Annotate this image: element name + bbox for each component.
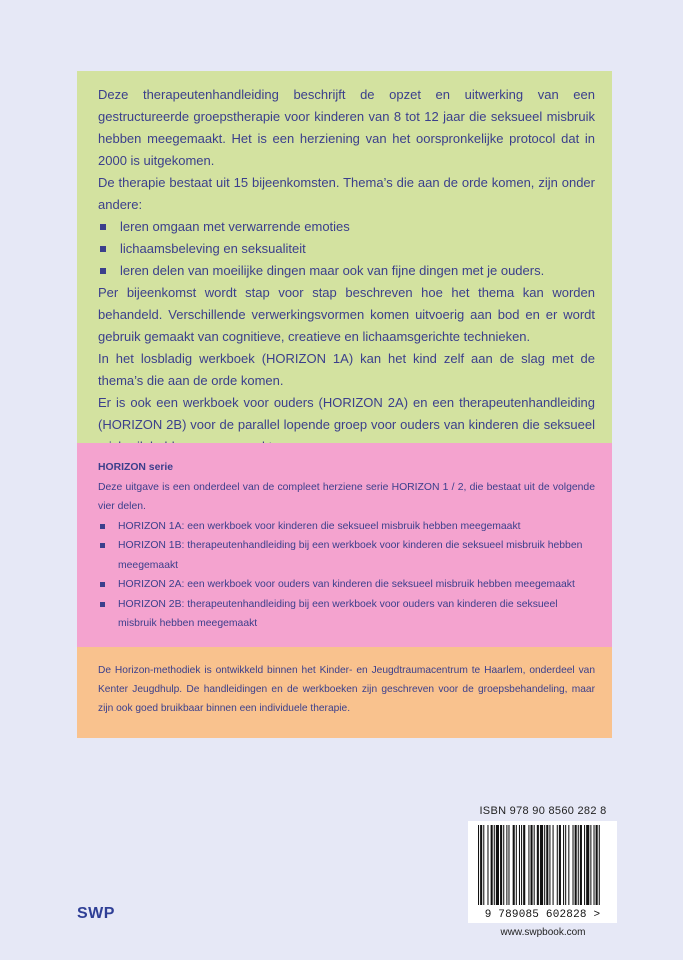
barcode-bar (586, 825, 589, 905)
list-item: HORIZON 1A: een werkboek voor kinderen die seksueel misbruik hebben meegemaakt (98, 517, 595, 537)
barcode-bars (468, 821, 617, 907)
barcode-bar (546, 825, 548, 905)
barcode (468, 821, 617, 923)
intro-paragraph-5: Er is ook een werkboek voor ouders (HORIZON 2A) en een therapeutenhandleiding (HORIZON 2B) voor de parallel lopende groep voor ouders van kinderen die seksueel (98, 395, 595, 432)
barcode-bar (528, 825, 529, 905)
barcode-bar (584, 825, 585, 905)
barcode-bar (580, 825, 582, 905)
publisher-logo: SWP (77, 905, 115, 922)
list-item: leren omgaan met verwarrende emoties (98, 216, 595, 238)
barcode-bar (599, 825, 600, 905)
barcode-bar (534, 825, 535, 905)
barcode-bar (573, 825, 574, 905)
intro-paragraph-2: De therapie bestaat uit 15 bijeenkomsten. Thema’s die aan de orde komen, zijn onder andere: (98, 175, 595, 212)
publisher-url: www.swpbook.com (500, 927, 586, 938)
barcode-bar (480, 825, 482, 905)
barcode-bar (559, 825, 561, 905)
barcode-bar (575, 825, 577, 905)
list-item: HORIZON 1B: therapeutenhandleiding bij een werkboek voor kinderen die seksueel misbruik hebben meegemaakt (98, 536, 595, 575)
barcode-bar (496, 825, 499, 905)
barcode-bar (513, 825, 515, 905)
barcode-bar (523, 825, 525, 905)
barcode-bar (508, 825, 509, 905)
barcode-bar (519, 825, 520, 905)
intro-paragraph-1: Deze therapeutenhandleiding beschrijft de opzet en uitwerking van een gestructureerde groepstherapie voor kinderen van 8 tot 12 jaar die seksueel misbruik hebben meegemaakt. Het is een herziening van het oorspronkelijke protocol dat in 2000 is uitgekomen. (98, 87, 595, 168)
barcode-bar (590, 825, 591, 905)
list-item: HORIZON 2A: een werkboek voor ouders van kinderen die seksueel misbruik hebben meegemaakt (98, 575, 595, 595)
barcode-bar (494, 825, 495, 905)
barcode-bar (516, 825, 517, 905)
intro-paragraph-3: Per bijeenkomst wordt stap voor stap beschreven hoe het thema kan worden behandeld. Verschillende verwerkingsvormen komen uitvoerig aan bod en er wordt gebruik gemaakt van cognitieve, creatieve en lichaamsgerichte technieken. (98, 285, 595, 344)
barcode-bar (563, 825, 564, 905)
themes-list (98, 216, 595, 282)
barcode-bar (537, 825, 539, 905)
list-item: lichaamsbeleving en seksualiteit (98, 238, 595, 260)
isbn-label: ISBN 978 90 8560 282 8 (479, 805, 607, 817)
barcode-bar (594, 825, 595, 905)
barcode-bar (506, 825, 507, 905)
series-title: HORIZON serie (98, 462, 174, 473)
barcode-block (468, 805, 618, 938)
series-list (98, 517, 595, 634)
list-item: leren delen van moeilijke dingen maar ook van fijne dingen met je ouders. (98, 260, 595, 282)
barcode-bar (531, 825, 533, 905)
barcode-bar (544, 825, 545, 905)
barcode-bar (568, 825, 569, 905)
barcode-bar (553, 825, 554, 905)
barcode-bar (540, 825, 543, 905)
about-text: De Horizon-methodiek is ontwikkeld binnen het Kinder- en Jeugdtraumacentrum te Haarlem, onderdeel van Kenter Jeugdhulp. De handleidingen en de werkboeken zijn geschreven voor de groepsbehandeling, maar zijn ook goed bruikbaar binnen een individuele therapie. (98, 665, 595, 714)
about-panel (77, 647, 612, 738)
intro-paragraph-4: In het losbladig werkboek (HORIZON 1A) kan het kind zelf aan de slag met de thema’s die aan de orde komen. (98, 351, 595, 388)
barcode-bar (503, 825, 504, 905)
barcode-bar (500, 825, 502, 905)
barcode-bar (565, 825, 566, 905)
barcode-bar (521, 825, 522, 905)
barcode-digits: 9 789085 602828 > (484, 909, 601, 921)
barcode-bar (557, 825, 558, 905)
barcode-bar (483, 825, 484, 905)
barcode-bar (487, 825, 488, 905)
barcode-bar (549, 825, 550, 905)
barcode-bar (478, 825, 479, 905)
intro-panel (77, 71, 612, 443)
list-item: HORIZON 2B: therapeutenhandleiding bij een werkboek voor ouders van kinderen die seksueel misbruik hebben meegemaakt (98, 595, 595, 634)
series-intro: Deze uitgave is een onderdeel van de compleet herziene serie HORIZON 1 / 2, die bestaat uit de volgende vier delen. (98, 481, 595, 512)
barcode-bar (491, 825, 493, 905)
barcode-bar (596, 825, 598, 905)
barcode-bar (578, 825, 579, 905)
series-panel (77, 443, 612, 647)
